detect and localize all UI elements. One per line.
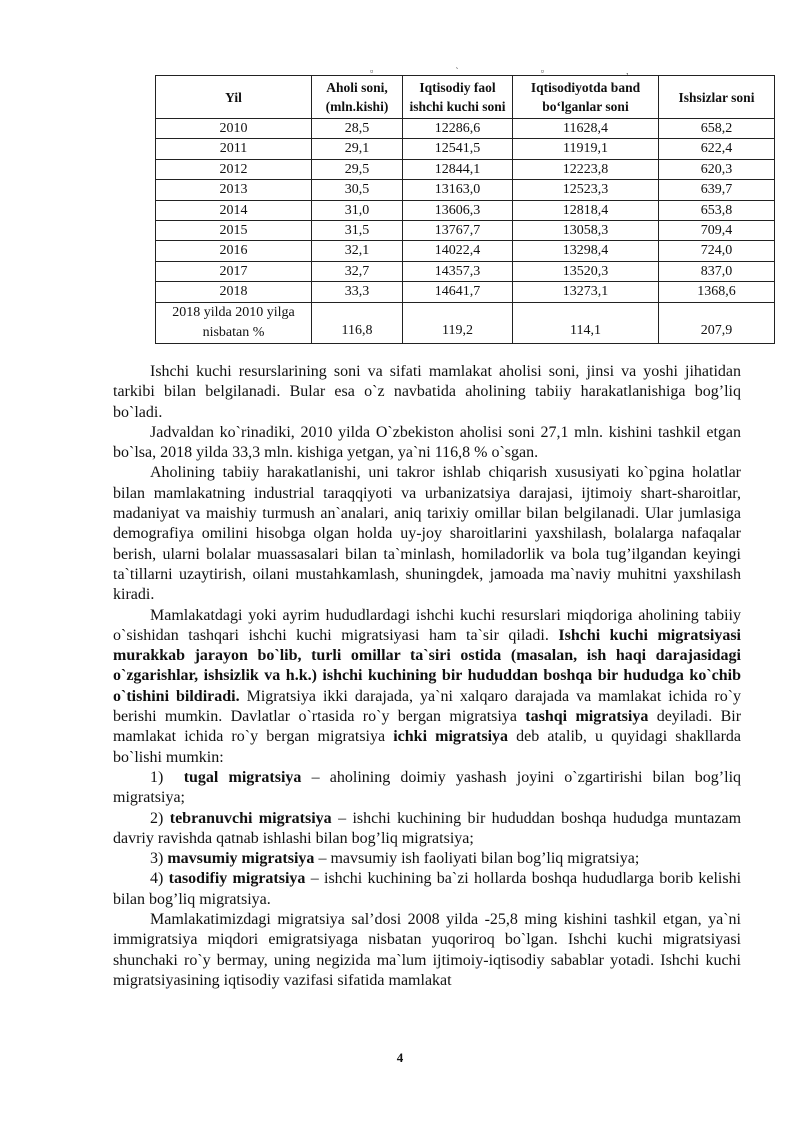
paragraph: Mamlakatimizdagi migratsiya sal’dosi 2008 yilda -25,8 ming kishini tashkil etgan, ya`ni immigratsiya miqdori emigratsiyaga nisbatan yuqoriroq bo`lgan. Ishchi kuchi migratsiyasi shunchaki ro`y bermay, uning negizida ma`lum ijtimoiy-iqtisodiy sabablar yotadi. Ishchi kuchi migratsiyasining iqtisodiy vazifasi sifatida mamlakat [113,911,741,989]
value-cell: 31,0 [312,200,403,220]
value-cell: 653,8 [659,200,775,220]
list-item [113,869,741,910]
value-cell: 31,5 [312,221,403,241]
year-cell: 2014 [156,200,312,220]
value-cell: 639,7 [659,180,775,200]
table-header-row [156,76,775,119]
list-item [113,768,741,809]
year-cell: 2018 [156,282,312,302]
table-row [156,119,775,139]
value-cell: 12541,5 [403,139,513,159]
table-row [156,241,775,261]
table-row [156,139,775,159]
table-row [156,200,775,220]
value-cell: 13767,7 [403,221,513,241]
list-text: – ishchi kuchining ba`zi hollarda boshqa hududlarga borib kelishi bilan bog’liq migratsiya. [113,870,742,908]
list-text: – mavsumiy ish faoliyati bilan bog’liq migratsiya; [318,850,640,868]
list-number: 1) [150,768,164,786]
summary-cell: 114,1 [513,302,659,343]
value-cell: 12286,6 [403,119,513,139]
value-cell: 837,0 [659,261,775,281]
year-cell: 2012 [156,159,312,179]
table-row [156,261,775,281]
paragraph-text: deb atalib, u quyidagi shakllarda bo`lishi mumkin: [113,728,742,766]
paragraph-text: deyiladi. Bir mamlakat ichida ro`y bergan migratsiya [113,708,742,746]
value-cell: 13273,1 [513,282,659,302]
value-cell: 32,1 [312,241,403,261]
list-item [113,809,741,850]
term-bold: tashqi migratsiya [525,708,649,726]
header-unemployed [659,76,775,119]
list-number: 2) [150,809,164,827]
table-row [156,180,775,200]
value-cell: 13163,0 [403,180,513,200]
value-cell: 11628,4 [513,119,659,139]
summary-label: 2018 yilda 2010 yilga nisbatan % [156,302,312,343]
value-cell: 12223,8 [513,159,659,179]
header-year: Yil [156,76,312,119]
value-cell: 1368,6 [659,282,775,302]
value-cell: 13606,3 [403,200,513,220]
value-cell: 14022,4 [403,241,513,261]
value-cell: 709,4 [659,221,775,241]
statistics-table [155,75,774,344]
term-bold: tebranuvchi migratsiya [169,809,332,827]
value-cell: 724,0 [659,241,775,261]
value-cell: 30,5 [312,180,403,200]
paragraph: Aholining tabiiy harakatlanishi, uni takror ishlab chiqarish xususiyati ko`pgina holatlar bilan mamlakatning industrial taraqqiyoti va urbanizatsiya darajasi, ijtimoiy shart-sharoitlar, madaniyat va maishiy turmush an`analari, aniq tarixiy omillar bilan belgilanadi. Ular jumlasiga demografiya omilini hisobga olgan holda uy-joy sharoitlarini yaxshilash, bolalarga nafaqalar berish, ularni bolalar muassasalari bilan ta`minlash, homiladorlik va bola tug’ilgandan keyingi ta`tillarni uzaytirish, oilani mustahkamlash, shuningdek, jamoada ma`naviy muhitni yaxshilash kiradi. [113,464,741,604]
value-cell: 29,5 [312,159,403,179]
value-cell: 13520,3 [513,261,659,281]
list-item [113,849,741,869]
table-row [156,159,775,179]
summary-cell: 119,2 [403,302,513,343]
header-unemployed-label: Ishsizlar soni [678,89,755,105]
year-cell: 2011 [156,139,312,159]
year-cell: 2013 [156,180,312,200]
list-number: 3) [150,850,164,868]
paragraph: Ishchi kuchi resurslarining soni va sifati mamlakat aholisi soni, jinsi va yoshi jihatidan tarkibi bilan belgilanadi. Bular esa o`z navbatida aholining tabiiy harakatlanishiga bog’liq bo`ladi. [113,363,741,421]
term-bold: ichki migratsiya [393,728,509,746]
term-bold: mavsumiy migratsiya [167,850,315,868]
clipped-title-remnant: ▫ ` ▫ , [370,66,669,76]
page-number: 4 [396,1050,404,1065]
value-cell: 13298,4 [513,241,659,261]
definition-bold: Ishchi kuchi migratsiyasi murakkab jarayon bo`lib, turli omillar ta`siri ostida (masalan, ish haqi darajasidagi o`zgarishlar, ishsizlik va h.k.) ishchi kuchining bir hududdan boshqa bir hududga ko`chib o`tishini bildiradi. [113,626,741,705]
header-active-labor [403,76,513,119]
list-number: 4) [150,870,164,888]
paragraph [113,606,741,768]
year-cell: 2017 [156,261,312,281]
header-employed-label: Iqtisodiyotda band bo‘lganlar soni [530,80,641,114]
value-cell: 622,4 [659,139,775,159]
value-cell: 11919,1 [513,139,659,159]
table-row [156,282,775,302]
value-cell: 14641,7 [403,282,513,302]
paragraph-text: Mamlakatdagi yoki ayrim hududlardagi ishchi kuchi resurslari miqdoriga aholining tabiiy o`sishidan tashqari ishchi kuchi migratsiyasi ham ta`sir qiladi. [113,606,741,644]
list-text: – aholining doimiy yashash joyini o`zgartirishi bilan bog’liq migratsiya; [113,768,742,807]
header-population-label: Aholi soni, (mln.kishi) [325,80,389,114]
paragraph: Jadvaldan ko`rinadiki, 2010 yilda O`zbekiston aholisi soni 27,1 mln. kishini tashkil etgan bo`lsa, 2018 yilda 33,3 mln. kishiga yetgan, ya`ni 116,8 % o`sgan. [113,423,741,462]
value-cell: 13058,3 [513,221,659,241]
body-text [113,362,741,991]
value-cell: 12818,4 [513,200,659,220]
summary-row [156,302,775,343]
value-cell: 12844,1 [403,159,513,179]
header-employed [513,76,659,119]
term-bold: tasodifiy migratsiya [168,870,306,888]
header-active-labor-label: Iqtisodiy faol ishchi kuchi soni [409,80,506,114]
value-cell: 658,2 [659,119,775,139]
value-cell: 28,5 [312,119,403,139]
value-cell: 14357,3 [403,261,513,281]
header-population [312,76,403,119]
year-cell: 2010 [156,119,312,139]
value-cell: 12523,3 [513,180,659,200]
paragraph-text: Migratsiya ikki darajada, ya`ni xalqaro darajada va mamlakat ichida ro`y berishi mumkin. Davlatlar o`rtasida ro`y bergan migratsiya [113,687,742,726]
value-cell: 33,3 [312,282,403,302]
summary-cell: 116,8 [312,302,403,343]
list-text: – ishchi kuchining bir hududdan boshqa hududga muntazam davriy ravishda qatnab ishlashi bilan bog’liq migratsiya; [113,809,742,847]
term-bold: tugal migratsiya [183,768,302,786]
year-cell: 2016 [156,241,312,261]
year-cell: 2015 [156,221,312,241]
table-row [156,221,775,241]
value-cell: 32,7 [312,261,403,281]
summary-cell: 207,9 [659,302,775,343]
value-cell: 29,1 [312,139,403,159]
value-cell: 620,3 [659,159,775,179]
